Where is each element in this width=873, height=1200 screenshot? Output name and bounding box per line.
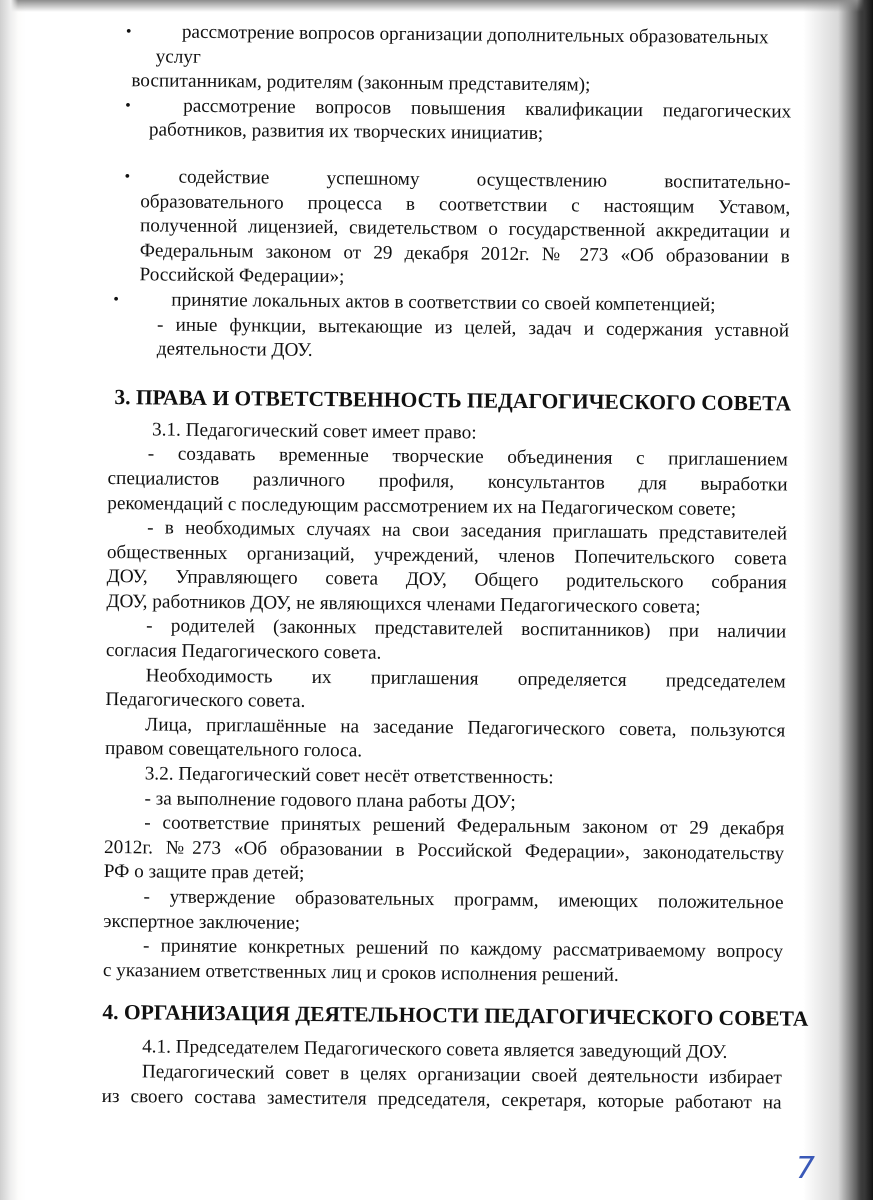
bullet-line: воспитанникам, родителям (законным представителям); [131, 70, 591, 96]
paragraph-line: из своего состава заместителя председателя, секретаря, которые работают на [101, 1085, 782, 1114]
paragraph-line: 3.1. Педагогический совет имеет право: [151, 419, 477, 444]
paragraph-line: 4.1. Председателем Педагогического совета является заведующий ДОУ. [142, 1036, 728, 1064]
paragraph-line: - создавать временные творческие объединения с приглашением [147, 443, 788, 471]
bullet-line: образовательного процесса в соответствии с настоящим Уставом, [140, 190, 791, 219]
paragraph-line: Педагогический совет в целях организации своей деятельности избирает [141, 1061, 782, 1089]
bullet-line: полученной лицензией, свидетельством о государственной аккредитации и [139, 215, 791, 243]
paragraph-line: рекомендаций с последующим рассмотрением их на Педагогическом совете; [107, 492, 737, 520]
paragraph-line: - принятие конкретных решений по каждому рассматриваемому вопросу [143, 935, 784, 963]
bullet-line: Российской Федерации»; [139, 264, 345, 288]
bullet-line: работников, развития их творческих инициатив; [148, 119, 544, 145]
bullet-marker-icon: • [124, 168, 131, 186]
paragraph-line: деятельности ДОУ. [156, 338, 313, 362]
paragraph-line: экспертное заключение; [103, 910, 301, 934]
bullet-line: содействие успешному осуществлению воспитательно- [178, 166, 791, 194]
bullet-line: принятие локальных актов в соответствии со своей компетенцией; [171, 289, 716, 316]
bullet-marker-icon: • [113, 290, 120, 309]
paragraph-line: РФ о защите прав детей; [103, 861, 305, 885]
paragraph-line: - в необходимых случаях на свои заседания приглашать представителей [147, 517, 788, 545]
paragraph-line: Лица, приглашённые на заседание Педагогического совета, пользуются [145, 714, 786, 742]
document-body [101, 20, 809, 1116]
paragraph-line: общественных организаций, учреждений, членов Попечительского совета [106, 541, 787, 570]
scan-left-margin [0, 0, 18, 1200]
paragraph-line: ДОУ, работников ДОУ, не являющихся членами Педагогического совета; [106, 590, 701, 618]
bullet-line: рассмотрение вопросов повышения квалификации педагогических [183, 95, 792, 123]
paragraph-line: - утверждение образовательных программ, имеющих положительное [143, 886, 784, 914]
paragraph-line: с указанием ответственных лиц и сроков исполнения решений. [102, 959, 619, 986]
bullet-line: рассмотрение вопросов организации дополнительных образовательных [181, 21, 769, 49]
bullet-line: услуг [155, 46, 201, 68]
paragraph-line: Необходимость их приглашения определяется председателем [145, 665, 786, 693]
paragraph-line: - родителей (законных представителей воспитанников) при наличии [146, 615, 787, 643]
paragraph-line: - за выполнение годового плана работы ДОУ; [144, 787, 516, 813]
section-heading: 4. ОРГАНИЗАЦИЯ ДЕЯТЕЛЬНОСТИ ПЕДАГОГИЧЕСКОГО СОВЕТА [102, 1000, 809, 1032]
paragraph-line: - соответствие принятых решений Федеральным законом от 29 декабря [144, 812, 785, 840]
bullet-marker-icon: • [125, 96, 131, 114]
bullet-marker-icon: • [125, 23, 132, 41]
bullet-item [111, 94, 791, 150]
paragraph-line: - иные функции, вытекающие из целей, задач и содержания уставной [156, 313, 790, 342]
paragraph-line: ДОУ, Управляющего совета ДОУ, Общего родительского собрания [106, 566, 787, 594]
bullet-item [109, 165, 790, 294]
scan-right-shadow [857, 0, 873, 1200]
paragraph-line: 3.2. Педагогический совет несёт ответственность: [144, 763, 554, 789]
paragraph-line: правом совещательного голоса. [104, 738, 363, 762]
scan-top-shadow [0, 0, 873, 12]
paragraph-line: специалистов различного профиля, консультантов для выработки [107, 467, 788, 496]
page-number: 7 [795, 1151, 815, 1186]
paragraph-line: согласия Педагогического совета. [105, 640, 382, 664]
section-heading: 3. ПРАВА И ОТВЕТСТВЕННОСТЬ ПЕДАГОГИЧЕСКОГО СОВЕТА [114, 384, 792, 416]
bullet-item [111, 20, 792, 100]
paragraph-line: 2012г. №273 «Об образовании в Российской Федерации», законодательству [103, 836, 785, 865]
paragraph-line: Педагогического совета. [105, 689, 306, 713]
bullet-line: Федеральным законом от 29 декабря 2012г. № 273 «Об образовании в [139, 240, 790, 268]
